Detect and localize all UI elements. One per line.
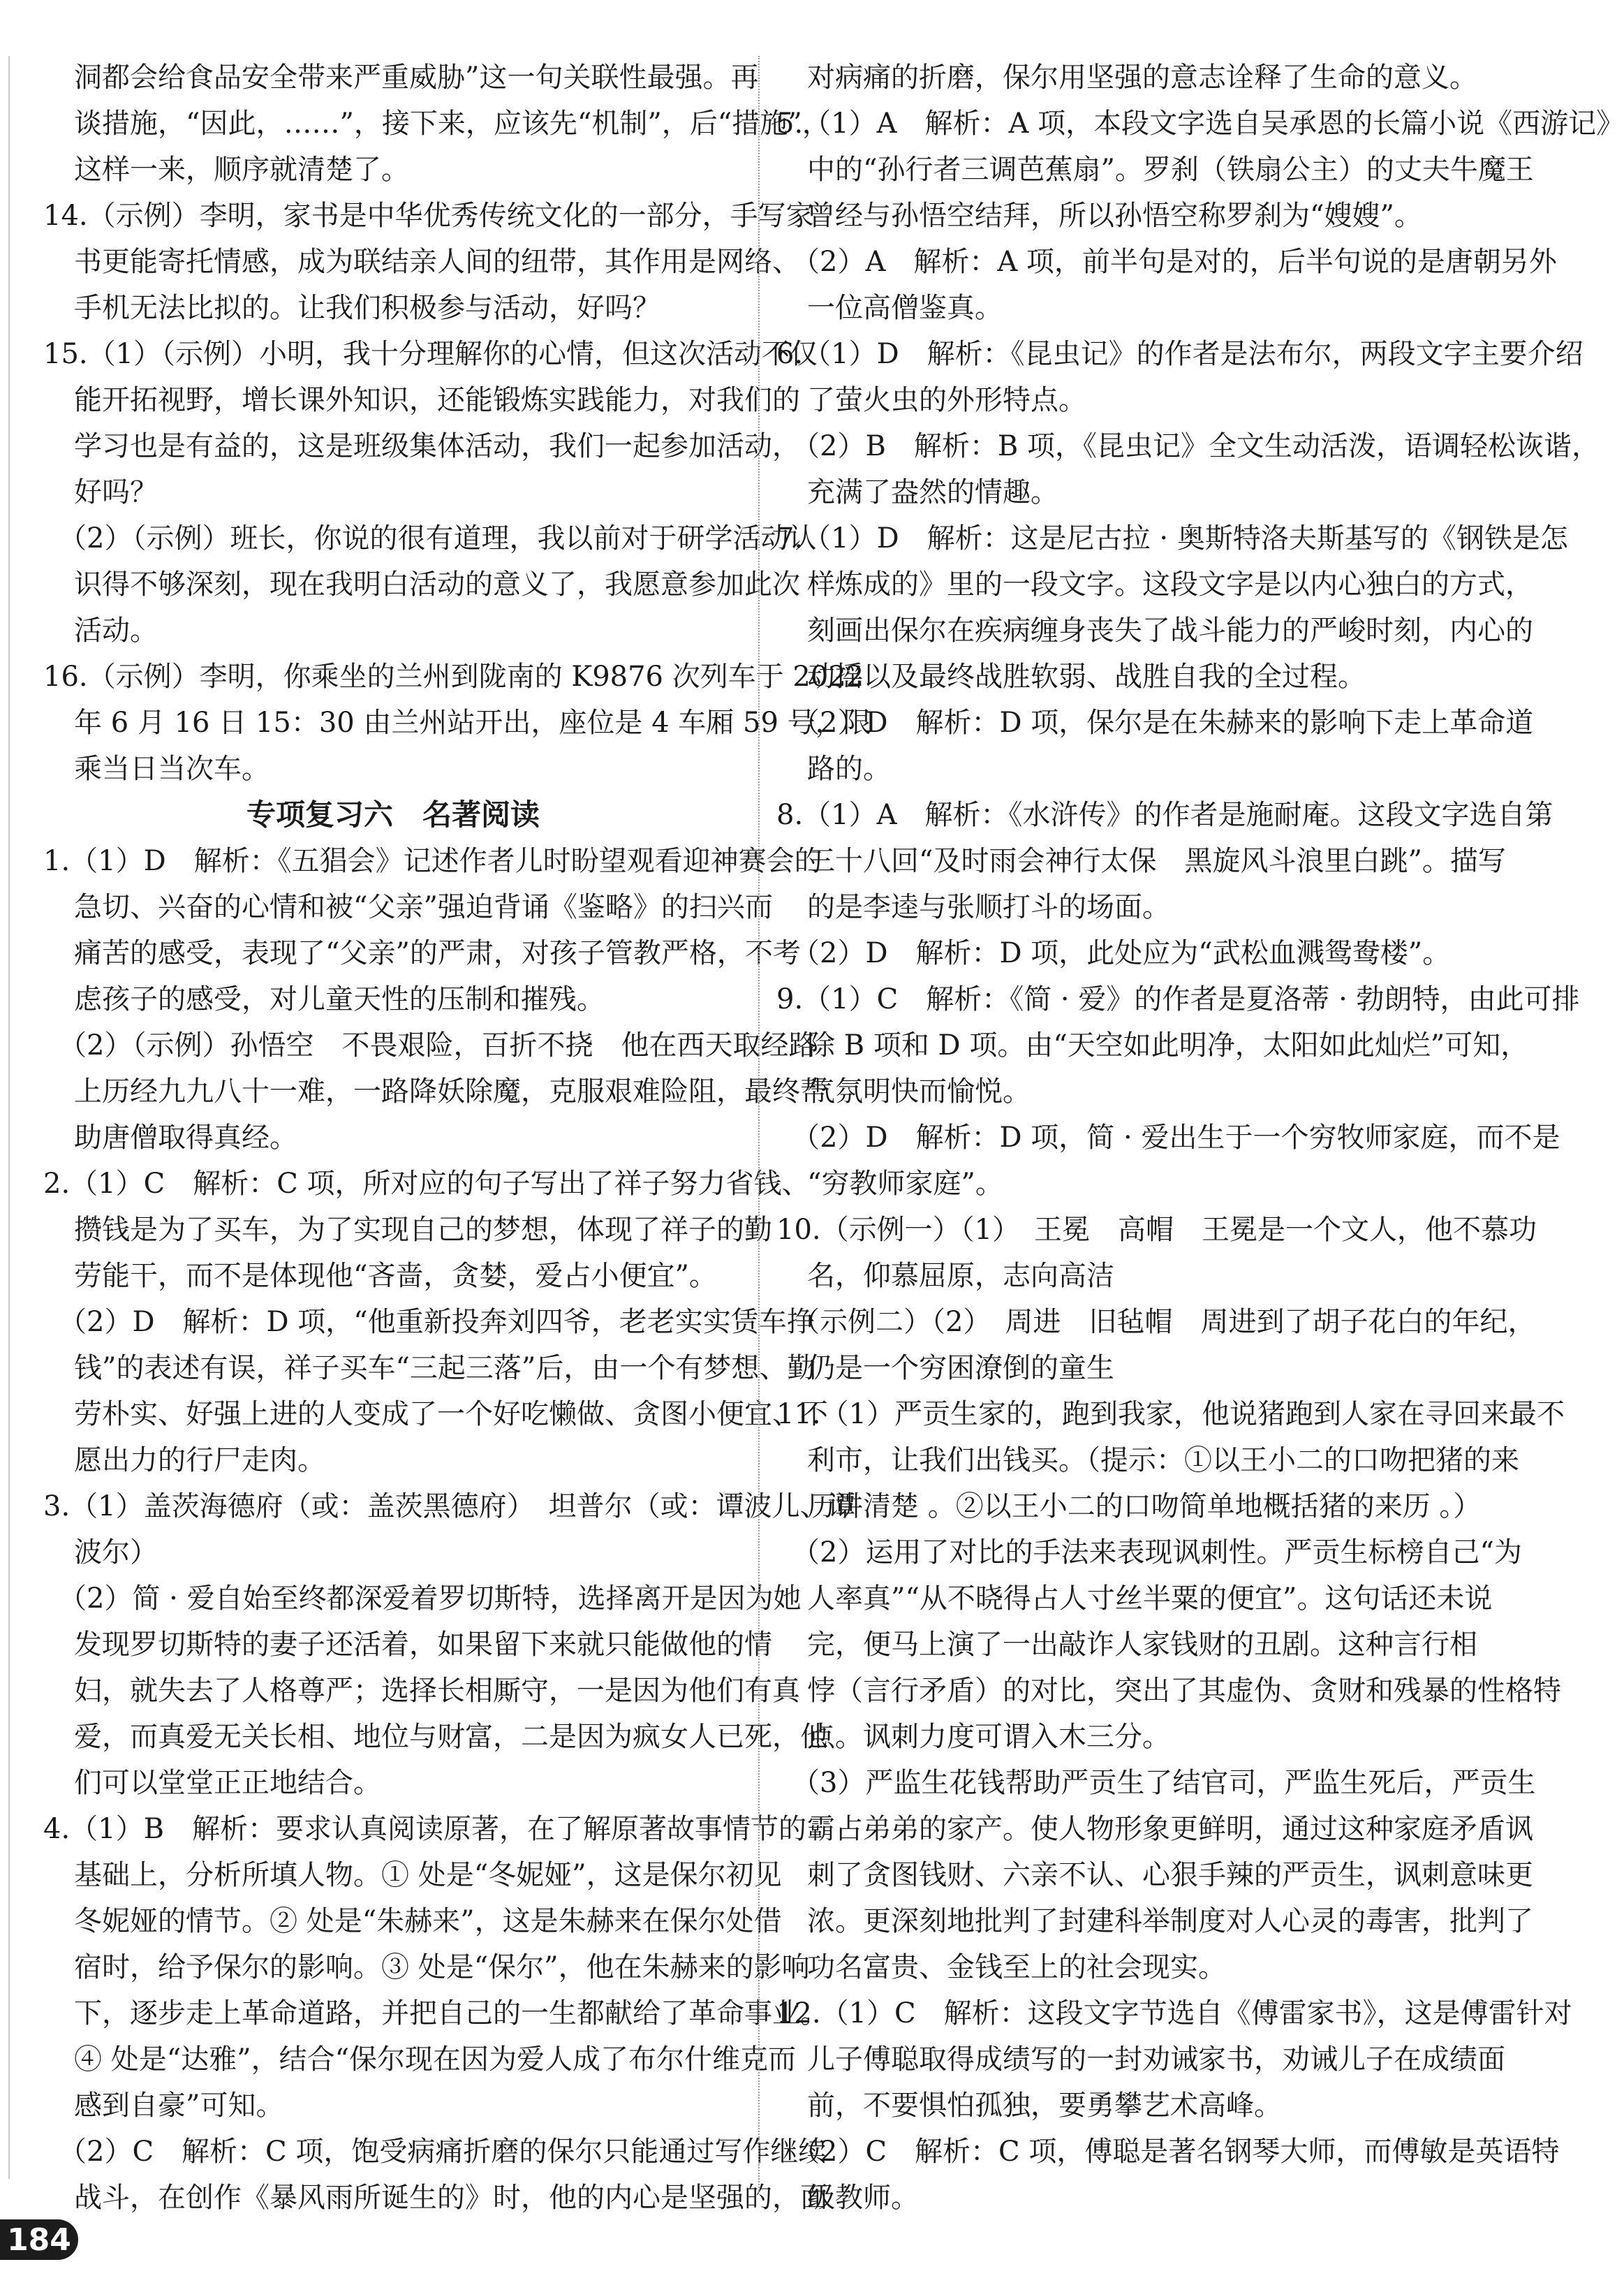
right-column xyxy=(776,54,1624,2221)
text-line: 愿出力的行尸走肉。 xyxy=(74,1444,325,1476)
text-line: 了萤火虫的外形特点。 xyxy=(807,384,1086,416)
text-line: 12.（1）C 解析：这段文字节选自《傅雷家书》，这是傅雷针对 xyxy=(776,1997,1572,2029)
text-line: 波尔） xyxy=(74,1536,158,1569)
text-line: 冬妮娅的情节。② 处是“朱赫来”，这是朱赫来在保尔处借 xyxy=(74,1905,782,1937)
text-line: 儿子傅聪取得成绩写的一封劝诫家书，劝诫儿子在成绩面 xyxy=(807,2043,1505,2076)
text-line: 15.（1）（示例）小明，我十分理解你的心情，但这次活动不仅 xyxy=(43,338,818,370)
text-line: “穷教师家庭”。 xyxy=(807,1168,1003,1200)
text-line: 16.（示例）李明，你乘坐的兰州到陇南的 K9876 次列车于 2022 xyxy=(43,661,864,693)
text-line: （2）C 解析：C 项，饱受病痛折磨的保尔只能通过写作继续 xyxy=(59,2136,827,2168)
text-line: 能开拓视野，增长课外知识，还能锻炼实践能力，对我们的 xyxy=(74,384,800,416)
section-title: 专项复习六 名著阅读 xyxy=(246,798,540,832)
text-line: 3.（1）盖茨海德府（或：盖茨黑德府） 坦普尔（或：谭波儿、谭 xyxy=(43,1490,856,1522)
text-line: 乘当日当次车。 xyxy=(74,753,270,785)
text-line: 学习也是有益的，这是班级集体活动，我们一起参加活动， xyxy=(74,430,800,462)
text-line: （2）（示例）班长，你说的很有道理，我以前对于研学活动认 xyxy=(59,522,817,555)
text-line: 级教师。 xyxy=(807,2182,919,2214)
text-line: 活动。 xyxy=(74,615,158,647)
text-line: 刻画出保尔在疾病缠身丧失了战斗能力的严峻时刻，内心的 xyxy=(807,615,1533,647)
text-line: 霸占弟弟的家产。使人物形象更鲜明，通过这种家庭矛盾讽 xyxy=(807,1813,1533,1845)
text-line: 好吗？ xyxy=(74,476,158,508)
text-line: 除 B 项和 D 项。由“天空如此明净，太阳如此灿烂”可知， xyxy=(807,1029,1529,1062)
text-line: ④ 处是“达雅”，结合“保尔现在因为爱人成了布尔什维克而 xyxy=(74,2043,797,2076)
text-line: 年 6 月 16 日 15：30 由兰州站开出，座位是 4 车厢 59 号，限 xyxy=(74,707,871,739)
text-line: （2）D 解析：D 项，“他重新投奔刘四爷，老老实实赁车挣 xyxy=(59,1306,815,1338)
text-line: 宿时，给予保尔的影响。③ 处是“保尔”，他在朱赫来的影响 xyxy=(74,1951,810,1983)
text-line: 路的。 xyxy=(807,753,891,785)
text-line: 三十八回“及时雨会神行太保 黑旋风斗浪里白跳”。描写 xyxy=(807,845,1506,877)
text-line: 功名富贵、金钱至上的社会现实。 xyxy=(807,1951,1226,1983)
text-line: 4.（1）B 解析：要求认真阅读原著，在了解原著故事情节的 xyxy=(43,1813,807,1845)
text-line: 下，逐步走上革命道路，并把自己的一生都献给了革命事业。 xyxy=(74,1997,828,2029)
text-line: 人率真”“从不晓得占人寸丝半粟的便宜”。这句话还未说 xyxy=(807,1583,1493,1615)
text-line: 6.（1）D 解析：《昆虫记》的作者是法布尔，两段文字主要介绍 xyxy=(776,338,1584,370)
text-line: 悖（言行矛盾）的对比，突出了其虚伪、贪财和残暴的性格特 xyxy=(807,1675,1561,1707)
text-line: 痛苦的感受，表现了“父亲”的严肃，对孩子管教严格，不考 xyxy=(74,937,801,969)
text-line: 一位高僧鉴真。 xyxy=(807,292,1003,324)
text-line: 刺了贪图钱财、六亲不认、心狠手辣的严贡生，讽刺意味更 xyxy=(807,1859,1533,1891)
text-line: 感到自豪”可知。 xyxy=(74,2090,284,2122)
text-line: 样炼成的》里的一段文字。这段文字是以内心独白的方式， xyxy=(807,568,1533,601)
text-line: 上历经九九八十一难，一路降妖除魔，克服艰难险阻，最终帮 xyxy=(74,1075,828,1108)
text-line: 动摇以及最终战胜软弱、战胜自我的全过程。 xyxy=(807,661,1366,693)
text-line: 基础上，分析所填人物。① 处是“冬妮娅”，这是保尔初见 xyxy=(74,1859,782,1891)
column-divider xyxy=(758,56,760,2193)
text-line: 钱”的表述有误，祥子买车“三起三落”后，由一个有梦想、勤 xyxy=(74,1352,815,1384)
text-line: （2）（示例）孙悟空 不畏艰险，百折不挠 他在西天取经路 xyxy=(59,1029,817,1062)
text-line: 历讲清楚 。②以王小二的口吻简单地概括猪的来历 。） xyxy=(807,1490,1482,1522)
text-line: 1.（1）D 解析：《五猖会》记述作者儿时盼望观看迎神赛会的 xyxy=(43,845,822,877)
text-line: 前，不要惧怕孤独，要勇攀艺术高峰。 xyxy=(807,2090,1282,2122)
text-line: 气氛明快而愉悦。 xyxy=(807,1075,1031,1108)
text-line: 中的“孙行者三调芭蕉扇”。罗刹（铁扇公主）的丈夫牛魔王 xyxy=(807,154,1534,186)
text-line: 虑孩子的感受，对儿童天性的压制和摧残。 xyxy=(74,983,605,1015)
text-line: （2）运用了对比的手法来表现讽刺性。严贡生标榜自己“为 xyxy=(792,1536,1522,1569)
text-line: 9.（1）C 解析：《简 · 爱》的作者是夏洛蒂 · 勃朗特，由此可排 xyxy=(776,983,1580,1015)
text-line: 们可以堂堂正正地结合。 xyxy=(74,1767,381,1799)
text-line: （2）A 解析：A 项，前半句是对的，后半句说的是唐朝另外 xyxy=(792,246,1557,278)
text-line: 10.（示例一）（1） 王冕 高帽 王冕是一个文人，他不慕功 xyxy=(776,1214,1537,1246)
text-line: 仍是一个穷困潦倒的童生 xyxy=(807,1352,1114,1384)
text-line: 充满了盎然的情趣。 xyxy=(807,476,1058,508)
page-number: 184 xyxy=(7,2222,71,2258)
text-line: 攒钱是为了买车，为了实现自己的梦想，体现了祥子的勤 xyxy=(74,1214,772,1246)
text-line: 劳朴实、好强上进的人变成了一个好吃懒做、贪图小便宜、不 xyxy=(74,1398,828,1430)
text-line: 8.（1）A 解析：《水浒传》的作者是施耐庵。这段文字选自第 xyxy=(776,799,1553,831)
text-line: （2）D 解析：D 项，保尔是在朱赫来的影响下走上革命道 xyxy=(792,707,1534,739)
text-line: （2）D 解析：D 项，此处应为“武松血溅鸳鸯楼”。 xyxy=(792,937,1451,969)
text-line: 曾经与孙悟空结拜，所以孙悟空称罗刹为“嫂嫂”。 xyxy=(807,200,1422,232)
text-line: 7.（1）D 解析：这是尼古拉 · 奥斯特洛夫斯基写的《钢铁是怎 xyxy=(776,522,1568,555)
text-line: （2）C 解析：C 项，傅聪是著名钢琴大师，而傅敏是英语特 xyxy=(792,2136,1560,2168)
text-line: 急切、兴奋的心情和被“父亲”强迫背诵《鉴略》的扫兴而 xyxy=(74,891,773,923)
text-line: 11.（1）严贡生家的，跑到我家，他说猪跑到人家在寻回来最不 xyxy=(776,1398,1565,1430)
text-line: 识得不够深刻，现在我明白活动的意义了，我愿意参加此次 xyxy=(74,568,800,601)
text-line: （示例二）（2） 周进 旧毡帽 周进到了胡子花白的年纪， xyxy=(792,1306,1536,1338)
text-line: 2.（1）C 解析：C 项，所对应的句子写出了祥子努力省钱、 xyxy=(43,1168,810,1200)
text-line: （2）简 · 爱自始至终都深爱着罗切斯特，选择离开是因为她 xyxy=(59,1583,802,1615)
text-line: 助唐僧取得真经。 xyxy=(74,1122,297,1154)
text-line: 洞都会给食品安全带来严重威胁”这一句关联性最强。再 xyxy=(74,61,759,94)
text-line: 名，仰慕屈原，志向高洁 xyxy=(807,1260,1114,1292)
text-line: 妇，就失去了人格尊严；选择长相厮守，一是因为他们有真 xyxy=(74,1675,800,1707)
text-line: 战斗，在创作《暴风雨所诞生的》时，他的内心是坚强的，面 xyxy=(74,2182,828,2214)
text-line: 劳能干，而不是体现他“吝啬，贪婪，爱占小便宜”。 xyxy=(74,1260,717,1292)
text-line: （2）B 解析：B 项，《昆虫记》全文生动活泼，语调轻松诙谐， xyxy=(792,430,1600,462)
text-line: 点。讽刺力度可谓入木三分。 xyxy=(807,1721,1170,1753)
text-line: 浓。更深刻地批判了封建科举制度对人心灵的毒害，批判了 xyxy=(807,1905,1533,1937)
text-line: 完，便马上演了一出敲诈人家钱财的丑剧。这种言行相 xyxy=(807,1629,1477,1661)
text-line: 14.（示例）李明，家书是中华优秀传统文化的一部分，手写家 xyxy=(43,200,814,232)
text-line: 发现罗切斯特的妻子还活着，如果留下来就只能做他的情 xyxy=(74,1629,772,1661)
text-line: 对病痛的折磨，保尔用坚强的意志诠释了生命的意义。 xyxy=(807,61,1477,94)
text-line: 这样一来，顺序就清楚了。 xyxy=(74,154,409,186)
text-line: （3）严监生花钱帮助严贡生了结官司，严监生死后，严贡生 xyxy=(792,1767,1536,1799)
text-line: 谈措施，“因此，……”，接下来，应该先“机制”，后“措施”， xyxy=(74,108,830,140)
text-line: 的是李逵与张顺打斗的场面。 xyxy=(807,891,1170,923)
text-line: 利市，让我们出钱买。（提示：①以王小二的口吻把猪的来 xyxy=(807,1444,1519,1476)
text-line: 手机无法比拟的。让我们积极参与活动，好吗？ xyxy=(74,292,660,324)
text-line: 5.（1）A 解析：A 项，本段文字选自吴承恩的长篇小说《西游记》 xyxy=(776,108,1624,140)
text-line: 书更能寄托情感，成为联结亲人间的纽带，其作用是网络、 xyxy=(74,246,800,278)
text-line: 爱，而真爱无关长相、地位与财富，二是因为疯女人已死，他 xyxy=(74,1721,828,1753)
text-line: （2）D 解析：D 项，简 · 爱出生于一个穷牧师家庭，而不是 xyxy=(792,1122,1560,1154)
left-margin-rule xyxy=(8,56,10,2179)
